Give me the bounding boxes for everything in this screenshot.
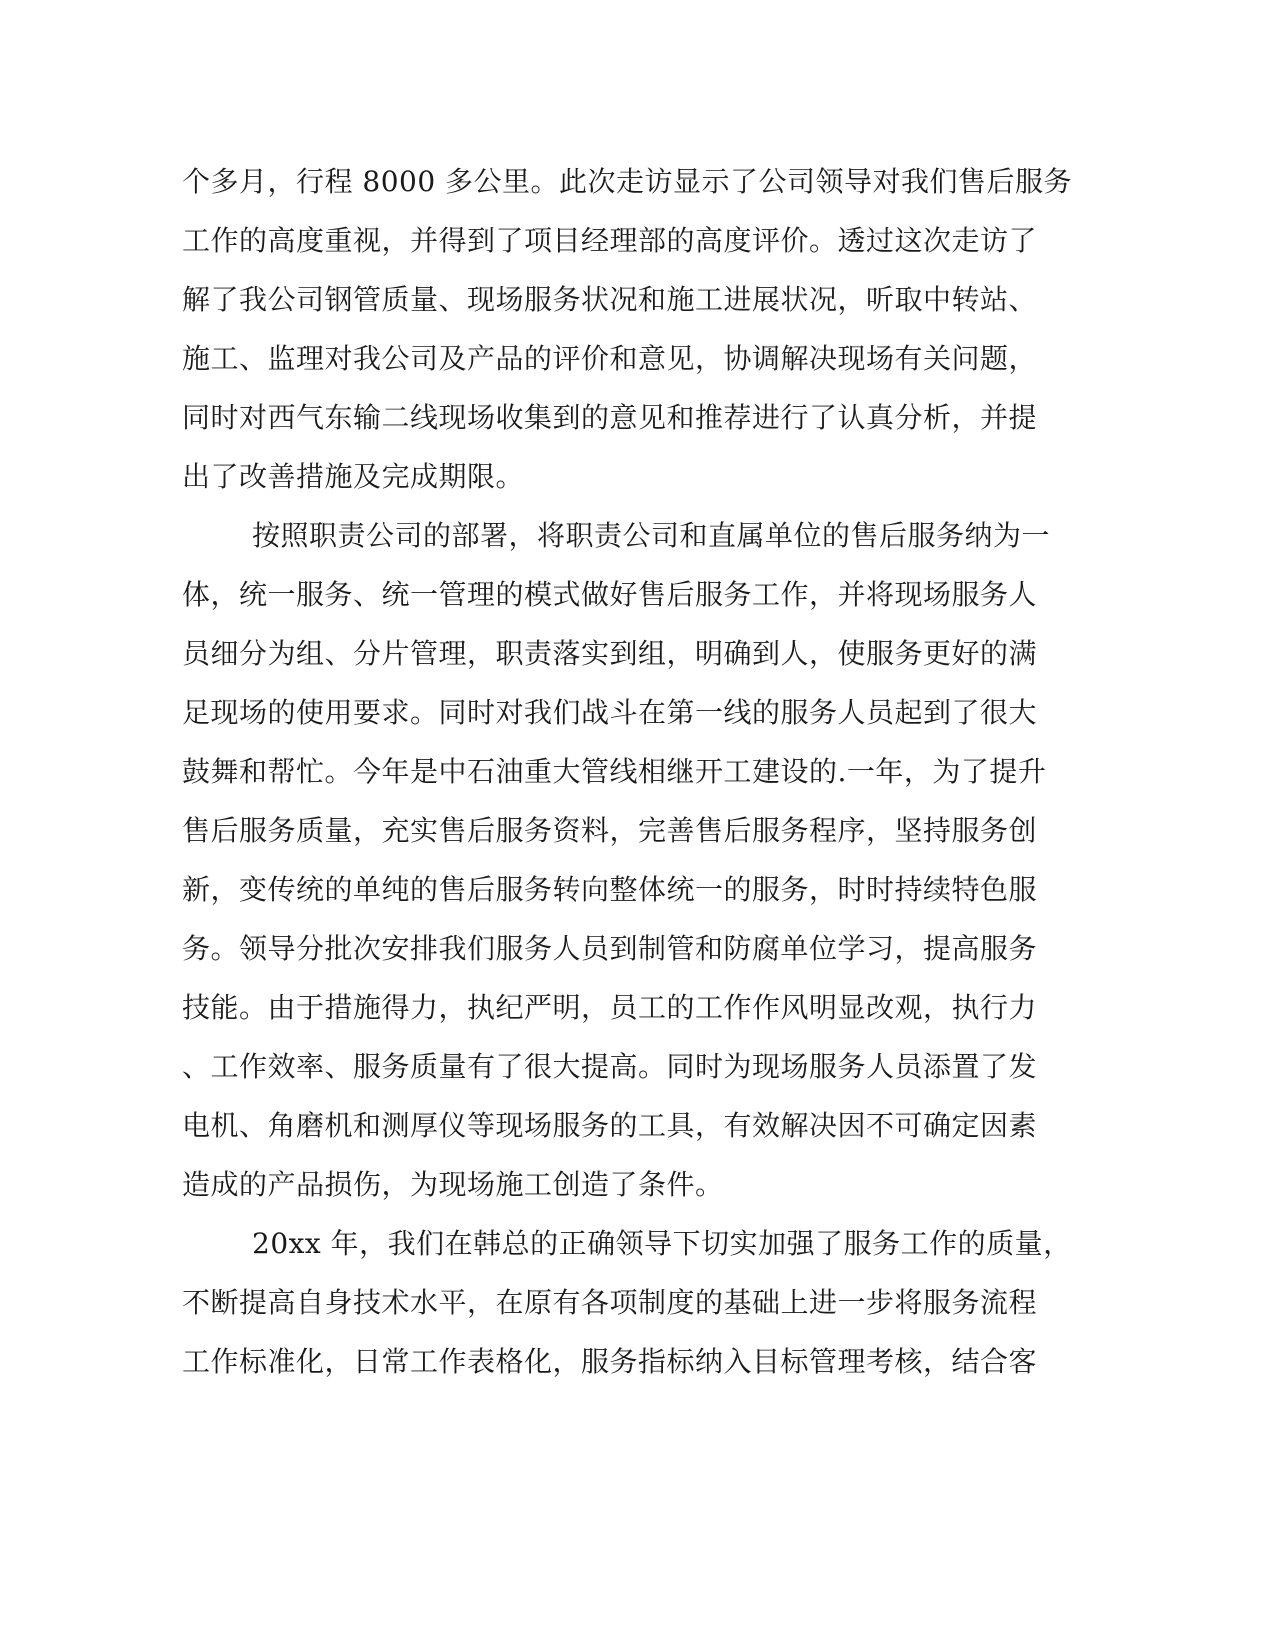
text-line: 售后服务质量，充实售后服务资料，完善售后服务程序，坚持服务创 [182,814,1038,847]
text-line: 同时对西气东输二线现场收集到的意见和推荐进行了认真分析，并提 [182,401,1038,434]
text-line: 造成的产品损伤，为现场施工创造了条件。 [182,1168,724,1201]
text-line: 技能。由于措施得力，执纪严明，员工的工作作风明显改观，执行力 [182,991,1038,1024]
text-line: 工作标准化，日常工作表格化，服务指标纳入目标管理考核，结合客 [182,1345,1038,1378]
paragraph-first-line: 按照职责公司的部署，将职责公司和直属单位的售后服务纳为一 [252,519,1051,552]
text-line: 不断提高自身技术水平，在原有各项制度的基础上进一步将服务流程 [182,1286,1038,1319]
document-body [182,152,1073,1391]
text-line: 新，变传统的单纯的售后服务转向整体统一的服务，时时持续特色服 [182,873,1038,906]
text-line: 员细分为组、分片管理，职责落实到组，明确到人，使服务更好的满 [182,637,1038,670]
text-line: 、工作效率、服务质量有了很大提高。同时为现场服务人员添置了发 [182,1050,1038,1083]
paragraph-first-line: 20xx 年，我们在韩总的正确领导下切实加强了服务工作的质量， [252,1227,1072,1260]
text-line: 解了我公司钢管质量、现场服务状况和施工进展状况，听取中转站、 [182,283,1038,316]
text-line: 体，统一服务、统一管理的模式做好售后服务工作，并将现场服务人 [182,578,1038,611]
text-line: 出了改善措施及完成期限。 [182,460,525,493]
text-line: 施工、监理对我公司及产品的评价和意见，协调解决现场有关问题， [182,342,1038,375]
text-line: 个多月，行程 8000 多公里。此次走访显示了公司领导对我们售后服务 [182,165,1073,198]
text-line: 务。领导分批次安排我们服务人员到制管和防腐单位学习，提高服务 [182,932,1038,965]
text-line: 电机、角磨机和测厚仪等现场服务的工具，有效解决因不可确定因素 [182,1109,1038,1142]
text-line: 足现场的使用要求。同时对我们战斗在第一线的服务人员起到了很大 [182,696,1038,729]
text-line: 鼓舞和帮忙。今年是中石油重大管线相继开工建设的.一年，为了提升 [182,755,1047,788]
text-line: 工作的高度重视，并得到了项目经理部的高度评价。透过这次走访了 [182,224,1038,257]
